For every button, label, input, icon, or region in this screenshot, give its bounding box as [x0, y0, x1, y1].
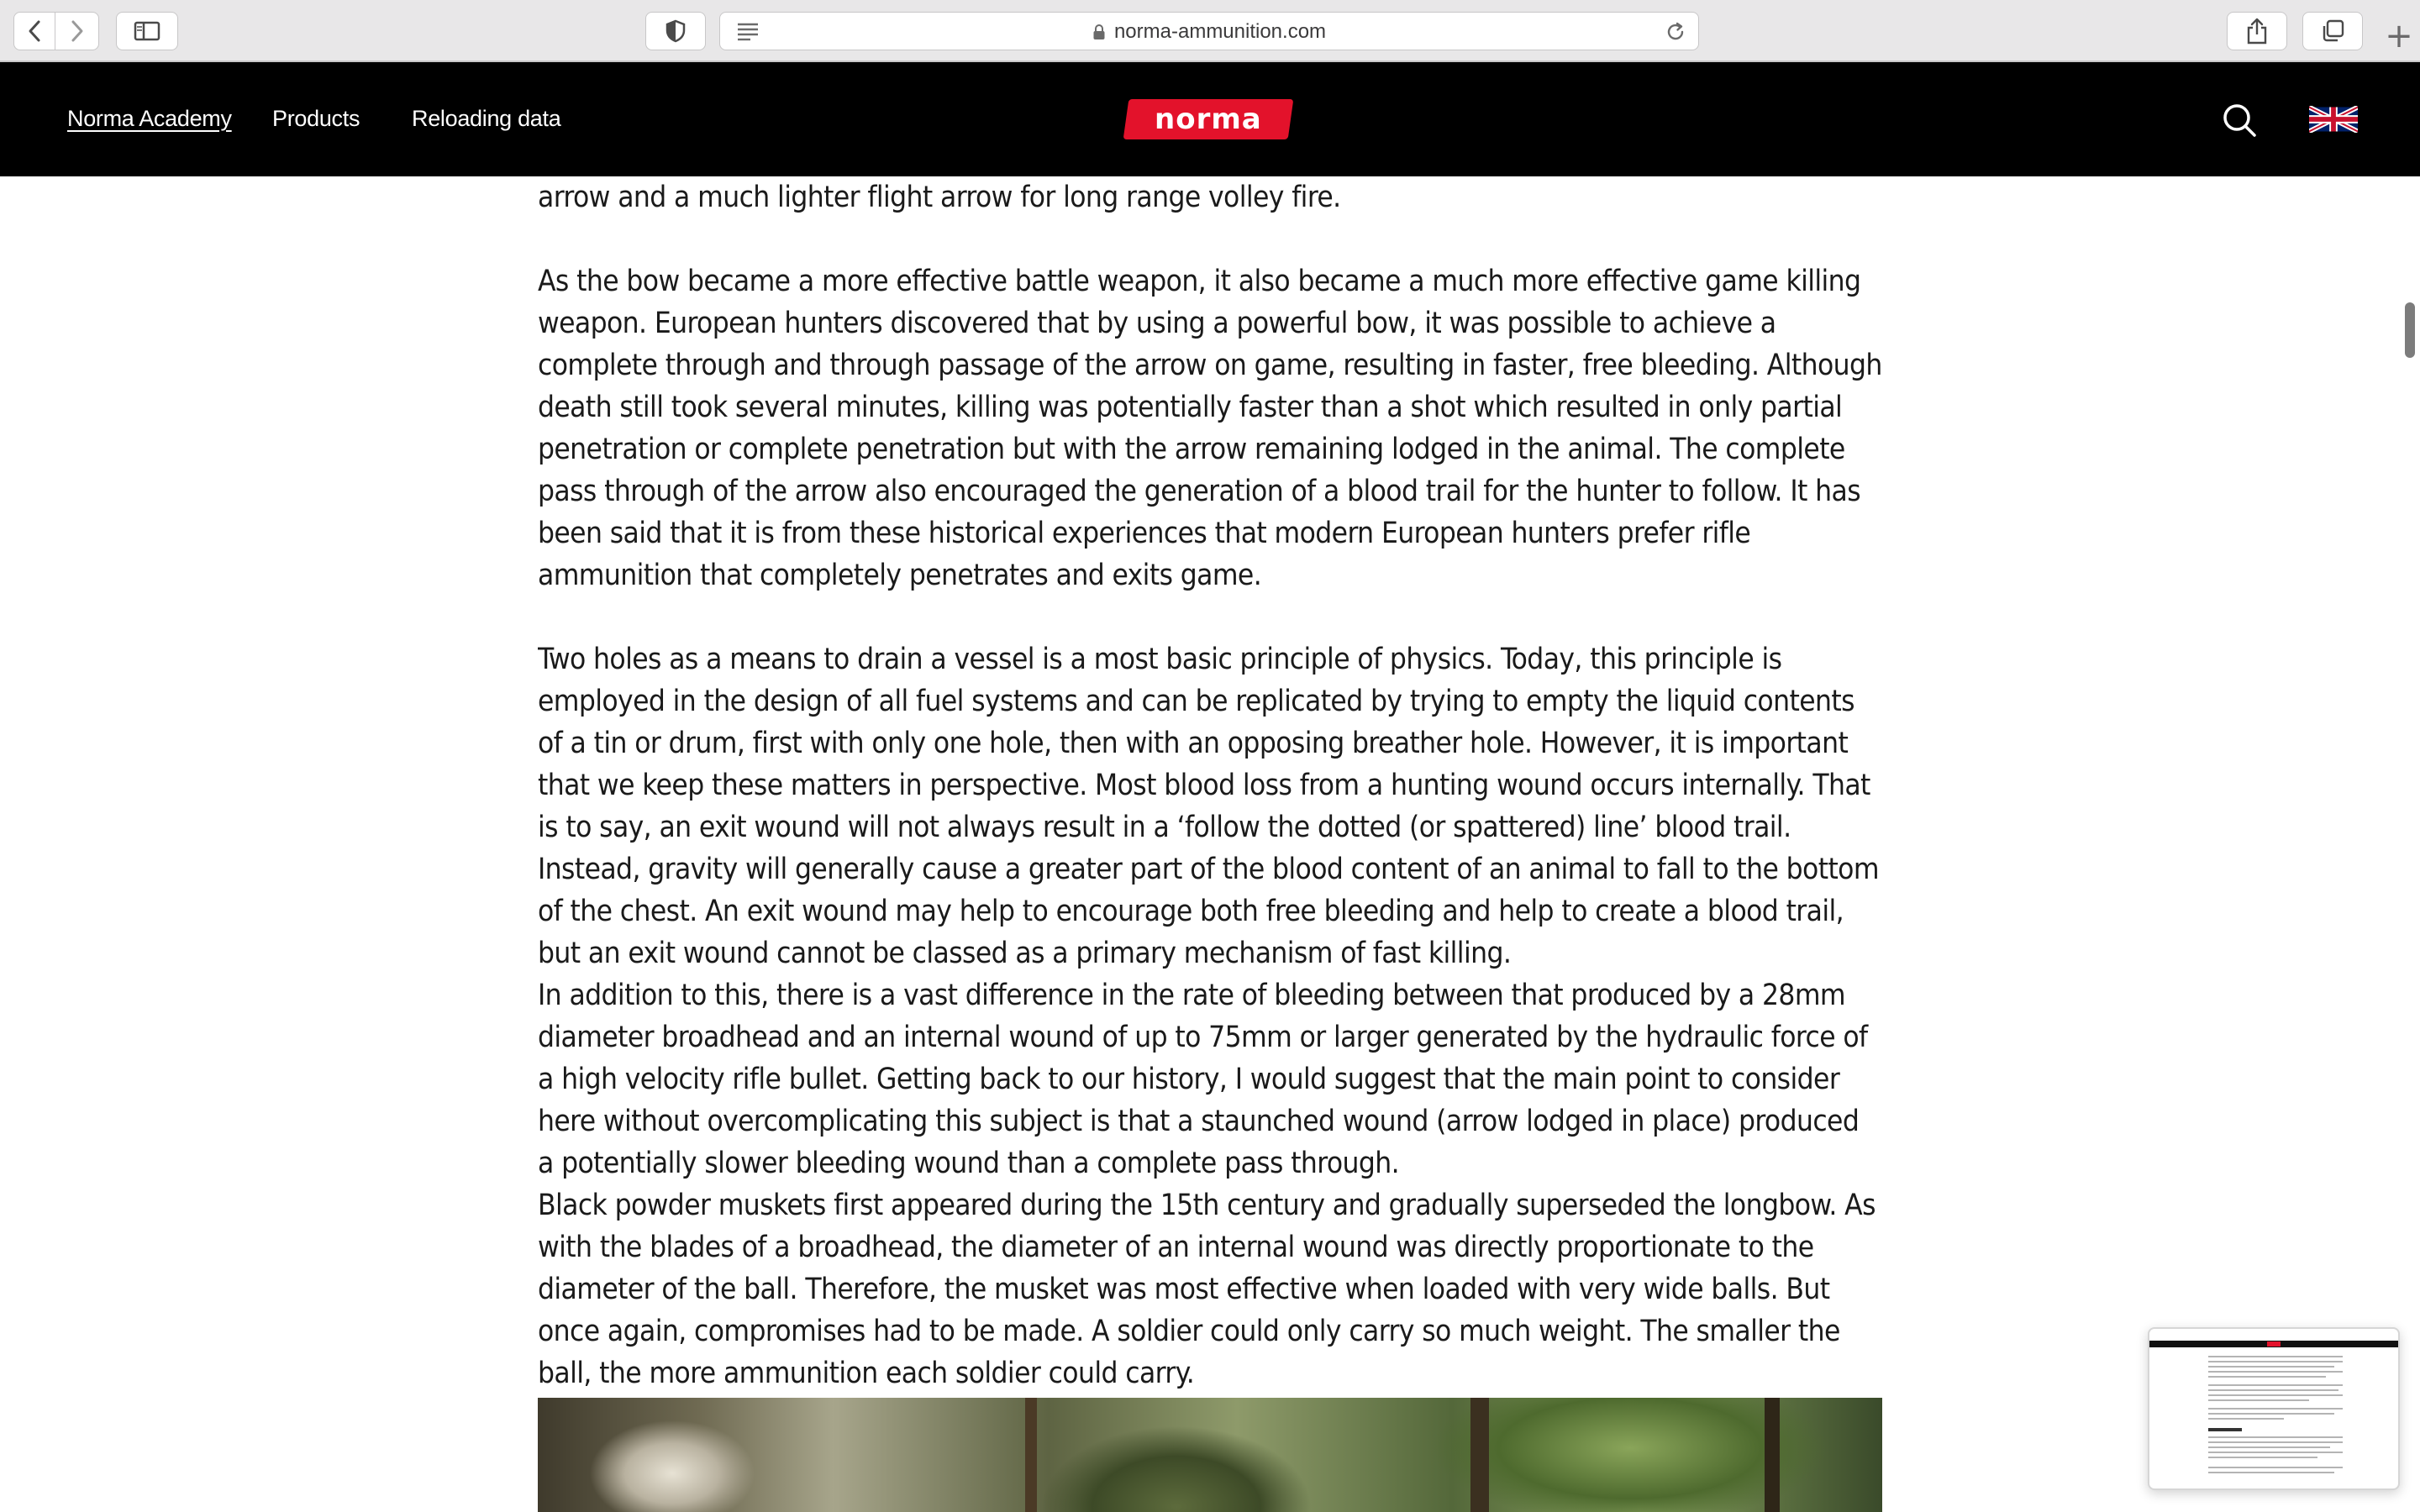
article-paragraph: Two holes as a means to drain a vessel is a most basic principle of physics. Today, this principle is employed in the design of all fuel systems and can be replicated by trying to empty the liquid contents of a tin or drum, first with only one hole, then with an opposing breather hole. However, it is important that we keep these matters in perspective. Most blood loss from a hunting wound occurs internally. That is to say, an exit wound will not always result in a ‘follow the dotted (or spattered) line’ blood trail. Instead, gravity will generally cause a greater part of the blood content of an animal to fall to the bottom of the chest. An exit wound may help to encourage both free bleeding and help to create a blood trail, but an exit wound cannot be classed as a primary mechanism of fast killing. — [538, 643, 1879, 970]
nav-reloading-data[interactable]: Reloading data — [412, 106, 561, 131]
article-paragraph: arrow and a much lighter flight arrow for long range volley fire. — [538, 181, 1341, 214]
page-scrollbar-thumb[interactable] — [2405, 302, 2415, 358]
search-icon[interactable] — [2222, 102, 2257, 138]
new-tab-button[interactable]: + — [2385, 17, 2413, 55]
photo-detail — [1025, 1398, 1037, 1512]
article-paragraph: In addition to this, there is a vast difference in the rate of bleeding between that produced by a 28mm diameter broadhead and an internal wound of up to 75mm or larger generated by the hydraulic force of a high velocity rifle bullet. Getting back to our history, I would suggest that the main point to consider here without overcomplicating this subject is that a staunched wound (arrow lodged in place) produced a potentially slower bleeding wound than a complete pass through. — [538, 979, 1868, 1180]
chevron-right-icon — [70, 19, 85, 43]
reload-icon[interactable] — [1665, 21, 1686, 43]
norma-logo[interactable] — [1123, 99, 1294, 139]
screenshot-thumbnail[interactable] — [2148, 1327, 2400, 1490]
shield-icon — [666, 19, 686, 43]
logo-text: norma — [1155, 102, 1262, 136]
lock-icon — [1092, 24, 1106, 40]
thumbnail-line — [2208, 1441, 2343, 1443]
url-text: norma-ammunition.com — [1113, 20, 1327, 43]
thumbnail-line — [2208, 1361, 2343, 1362]
url-display — [720, 13, 1698, 51]
browser-toolbar — [0, 0, 2420, 62]
thumbnail-line — [2208, 1366, 2334, 1368]
article-paragraph: As the bow became a more effective battle weapon, it also became a much more effective game killing weapon. European hunters discovered that by using a powerful bow, it was possible to achieve a complete through and through passage of the arrow on game, resulting in faster, free bleeding. Although death still took several minutes, killing was potentially faster than a shot which resulted in only partial penetration or complete penetration but with the arrow remaining lodged in the animal. The complete pass through of the arrow also encouraged the generation of a blood trail for the hunter to follow. It has been said that it is from these historical experiences that modern European hunters prefer rifle ammunition that completely penetrates and exits game. — [538, 265, 1882, 592]
share-button[interactable] — [2227, 12, 2287, 50]
thumbnail-line — [2208, 1436, 2343, 1438]
thumbnail-line — [2208, 1371, 2343, 1373]
thumbnail-line — [2208, 1418, 2284, 1420]
photo-detail — [1470, 1398, 1489, 1512]
thumbnail-heading — [2208, 1428, 2242, 1431]
privacy-report-button[interactable] — [645, 12, 706, 50]
photo-detail — [1765, 1398, 1780, 1512]
share-icon — [2246, 18, 2268, 45]
site-header — [0, 62, 2420, 176]
thumbnail-line — [2208, 1394, 2343, 1396]
tabs-overview-icon — [2321, 19, 2344, 43]
sidebar-toggle-button[interactable] — [116, 12, 178, 50]
sidebar-icon — [134, 21, 160, 41]
nav-norma-academy[interactable]: Norma Academy — [67, 106, 232, 131]
forward-button[interactable] — [55, 12, 99, 50]
article-paragraph: Black powder muskets first appeared during the 15th century and gradually superseded the longbow. As with the blades of a broadhead, the diameter of an internal wound was directly proportionate to the diameter of the ball. Therefore, the musket was most effective when loaded with very wide balls. But once again, compromises had to be made. A soldier could only carry so much weight. The smaller the ball, the more ammunition each soldier could carry. — [538, 1189, 1876, 1390]
thumbnail-line — [2208, 1408, 2343, 1410]
thumbnail-line — [2208, 1452, 2343, 1453]
address-bar[interactable] — [719, 12, 1699, 50]
thumbnail-line — [2208, 1389, 2338, 1391]
article-photo — [538, 1398, 1882, 1512]
nav-products[interactable]: Products — [272, 106, 360, 131]
thumbnail-line — [2208, 1356, 2343, 1357]
thumbnail-line — [2208, 1446, 2330, 1448]
thumbnail-line — [2208, 1413, 2334, 1415]
back-button[interactable] — [13, 12, 55, 50]
thumbnail-logo — [2267, 1341, 2281, 1347]
uk-flag-icon[interactable] — [2309, 106, 2358, 133]
chevron-left-icon — [27, 19, 42, 43]
thumbnail-line — [2208, 1457, 2317, 1458]
article-body — [538, 176, 1882, 1512]
thumbnail-line — [2208, 1384, 2343, 1386]
thumbnail-line — [2208, 1399, 2309, 1401]
thumbnail-line — [2208, 1472, 2334, 1473]
thumbnail-line — [2208, 1376, 2326, 1378]
show-tabs-button[interactable] — [2302, 12, 2363, 50]
thumbnail-line — [2208, 1467, 2343, 1468]
